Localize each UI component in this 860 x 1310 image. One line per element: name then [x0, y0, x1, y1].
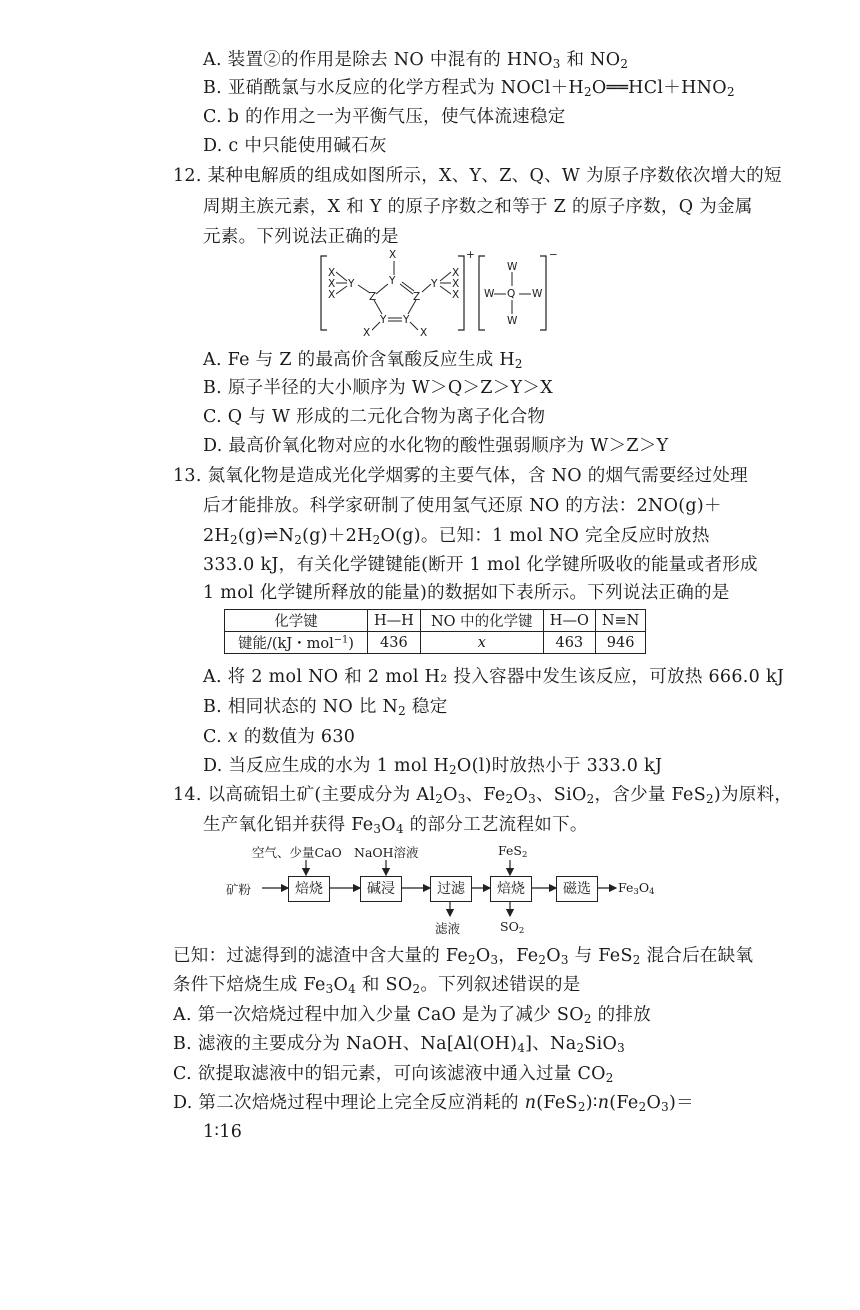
atom-y: Y: [403, 314, 410, 326]
prev-option-b: B. 亚硝酰氯与水反应的化学方程式为 $NOCl+H_2O══HCl+HNO_2$: [203, 78, 735, 99]
atom-z: Z: [413, 291, 421, 303]
flow-reagent-label: FeS$_2$: [498, 843, 528, 861]
flow-step-box: 碱浸: [360, 876, 402, 902]
q13-stem-line1: 13. 氮氧化物是造成光化学烟雾的主要气体，含 NO 的烟气需要经过处理: [173, 466, 748, 486]
charge-plus: +: [466, 249, 475, 261]
flow-byproduct-label: $SO_2$: [500, 919, 525, 937]
atom-w: W: [507, 315, 518, 327]
flow-step-box: 磁选: [556, 876, 598, 902]
q12-stem-line2: 周期主族元素，X 和 Y 的原子序数之和等于 Z 的原子序数，Q 为金属: [203, 197, 753, 217]
atom-y: Y: [389, 275, 396, 287]
atom-w: W: [507, 261, 518, 273]
atom-x: X: [452, 278, 460, 290]
q12-stem-line3: 元素。下列说法正确的是: [203, 227, 399, 247]
atom-y: Y: [380, 314, 387, 326]
q14-note-line2: 条件下焙烧生成 $Fe_3O_4$ 和 $SO_2$。下列叙述错误的是: [173, 975, 581, 996]
flow-step-box: 焙烧: [490, 876, 532, 902]
q13-stem-line5: 1 mol 化学键所释放的能量)的数据如下表所示。下列说法正确的是: [203, 583, 730, 603]
table-row: [225, 632, 646, 654]
flow-reagent-label: NaOH溶液: [354, 845, 419, 860]
q12-option-d: D. 最高价氧化物对应的水化物的酸性强弱顺序为 W＞Z＞Y: [203, 436, 669, 456]
prev-option-d: D. c 中只能使用碱石灰: [203, 136, 387, 156]
q13-stem-line4: 333.0 kJ，有关化学键键能(断开 1 mol 化学键所吸收的能量或者形成: [203, 555, 758, 575]
atom-x: X: [389, 249, 397, 261]
flow-output-label: $Fe_3O_4$: [618, 880, 655, 898]
table-row-label: 键能/(kJ・mol$^{-1}$): [225, 632, 368, 654]
table-cell: x: [420, 632, 543, 654]
atom-x: X: [452, 267, 460, 279]
q13-stem-line3: $2H_2(g)\rightleftharpoons N_2(g)+2H_2O(g)$。已知：1 mol NO 完全反应时放热: [203, 526, 710, 547]
q13-stem-line2: 后才能排放。科学家研制了使用氢气还原 NO 的方法：2NO(g)＋: [203, 496, 722, 516]
flow-step-box: 焙烧: [288, 876, 330, 902]
q14-stem-line1: 14. 以高硫铝土矿(主要成分为 $Al_2O_3$、$Fe_2O_3$、SiO$_2$，含少量 FeS$_2$)为原料，: [173, 785, 793, 806]
prev-option-c: C. b 的作用之一为平衡气压，使气体流速稳定: [203, 107, 566, 127]
atom-y: Y: [348, 278, 355, 290]
q13-option-a: A. 将 2 mol NO 和 2 mol H₂ 投入容器中发生该反应，可放热 666.0 kJ: [203, 667, 785, 687]
charge-minus: −: [549, 249, 558, 261]
table-row: [225, 610, 646, 632]
flow-reagent-label: 空气、少量CaO: [252, 845, 342, 860]
prev-option-a: A. 装置②的作用是除去 NO 中混有的 $HNO_3$ 和 $NO_2$: [203, 50, 629, 71]
flow-step-box: 过滤: [430, 876, 472, 902]
table-header-cell: H—O: [543, 610, 595, 632]
table-cell: 463: [543, 632, 595, 654]
q14-option-c: C. 欲提取滤液中的铝元素，可向该滤液中通入过量 $CO_2$: [173, 1064, 614, 1085]
table-header-cell: N≡N: [595, 610, 646, 632]
atom-q: Q: [507, 288, 516, 300]
flow-byproduct-label: 滤液: [435, 921, 461, 936]
q14-option-a: A. 第一次焙烧过程中加入少量 CaO 是为了减少 $SO_2$ 的排放: [173, 1005, 651, 1026]
q14-option-d: D. 第二次焙烧过程中理论上完全反应消耗的 $n(FeS_2)∶n(Fe_2O_3)=$: [173, 1093, 694, 1114]
atom-x: X: [328, 278, 336, 290]
q12-option-a: A. Fe 与 Z 的最高价含氧酸反应生成 $H_2$: [203, 350, 523, 371]
atom-y: Y: [431, 278, 438, 290]
q12-stem-line1: 12. 某种电解质的组成如图所示，X、Y、Z、Q、W 为原子序数依次增大的短: [173, 166, 782, 186]
atom-w: W: [484, 288, 495, 300]
bond-energy-table: [224, 609, 646, 654]
q12-structure-diagram: [318, 248, 566, 340]
atom-z: Z: [369, 291, 377, 303]
q14-option-b: B. 滤液的主要成分为 NaOH、$Na[Al(OH)_4]$、$Na_2SiO_3$: [173, 1034, 626, 1055]
table-header-cell: H—H: [368, 610, 421, 632]
q12-option-b: B. 原子半径的大小顺序为 W＞Q＞Z＞Y＞X: [203, 378, 553, 398]
q14-stem-line2: 生产氧化铝并获得 $Fe_3O_4$ 的部分工艺流程如下。: [203, 815, 588, 836]
atom-w: W: [532, 288, 543, 300]
atom-x: X: [328, 289, 336, 301]
atom-x: X: [363, 327, 371, 339]
atom-x: X: [328, 267, 336, 279]
q14-note-line1: 已知：过滤得到的滤渣中含大量的 $Fe_2O_3$，$Fe_2O_3$ 与 FeS$_2$ 混合后在缺氧: [173, 946, 754, 967]
q13-option-c: C. x 的数值为 630: [203, 727, 356, 747]
flow-input-label: 矿粉: [226, 882, 252, 897]
q14-process-flow-diagram: [224, 842, 664, 938]
q13-option-d: D. 当反应生成的水为 1 mol $H_2O(l)$时放热小于 333.0 kJ: [203, 756, 663, 777]
structure-lines: [318, 248, 566, 340]
q12-option-c: C. Q 与 W 形成的二元化合物为离子化合物: [203, 407, 546, 427]
table-cell: 436: [368, 632, 421, 654]
q13-option-b: B. 相同状态的 NO 比 $N_2$ 稳定: [203, 697, 448, 718]
table-header-cell: 化学键: [225, 610, 368, 632]
table-cell: 946: [595, 632, 646, 654]
table-header-cell: NO 中的化学键: [420, 610, 543, 632]
q14-option-d-continued: 1∶16: [203, 1122, 243, 1142]
cation-bracket-left: [321, 256, 327, 330]
atom-x: X: [452, 289, 460, 301]
atom-x: X: [420, 327, 428, 339]
